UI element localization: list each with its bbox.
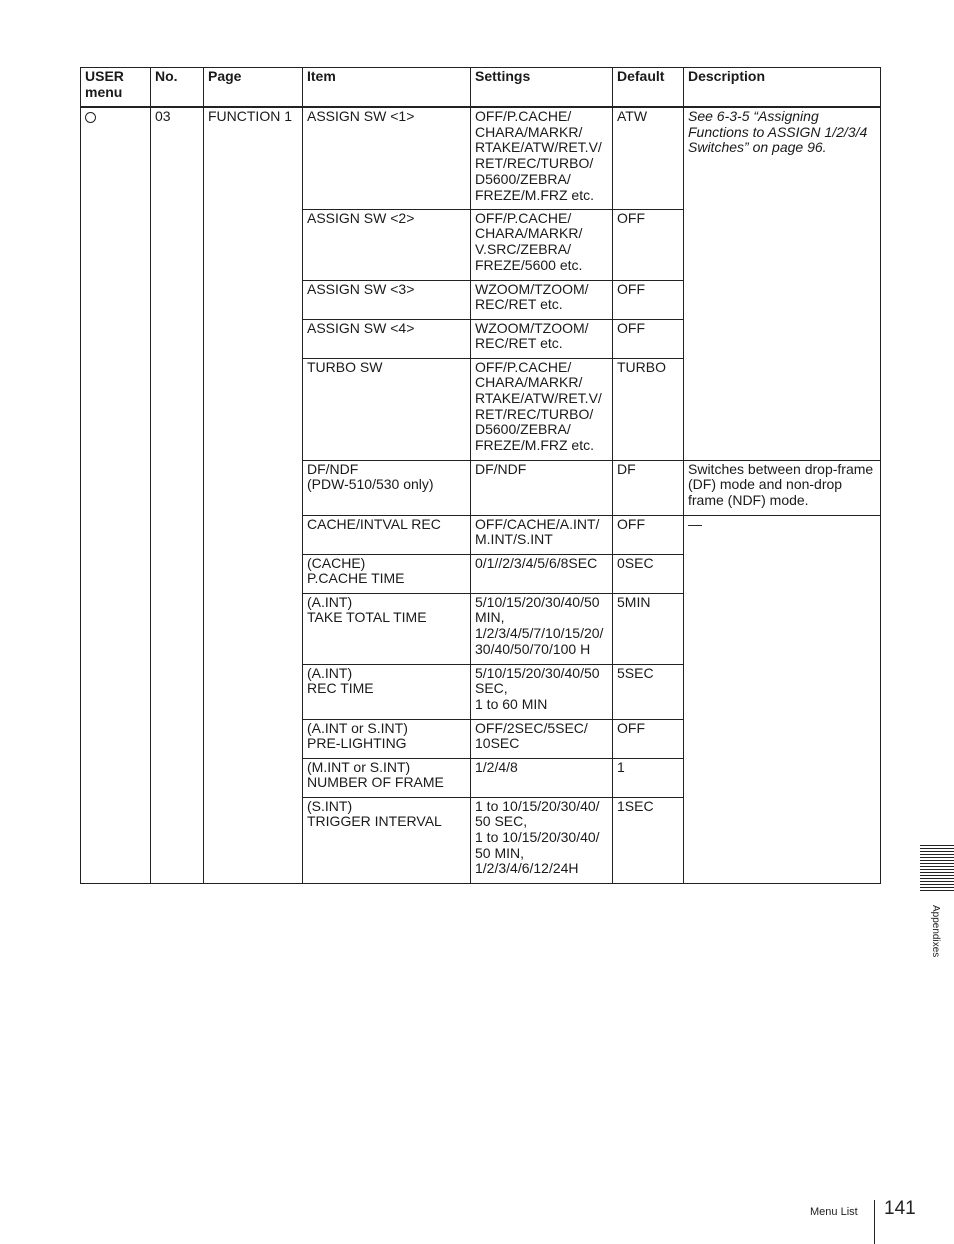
item-cell: DF/NDF (PDW-510/530 only)	[303, 460, 471, 515]
item-cell: CACHE/INTVAL REC	[303, 515, 471, 554]
menu-table	[80, 67, 881, 884]
header-default: Default	[613, 68, 684, 108]
header-description: Description	[684, 68, 881, 108]
settings-cell: OFF/CACHE/A.INT/ M.INT/S.INT	[471, 515, 613, 554]
footer-section-label: Menu List	[810, 1206, 858, 1218]
item-cell: (S.INT) TRIGGER INTERVAL	[303, 797, 471, 883]
item-cell: (M.INT or S.INT) NUMBER OF FRAME	[303, 758, 471, 797]
header-item: Item	[303, 68, 471, 108]
settings-cell: OFF/P.CACHE/ CHARA/MARKR/ RTAKE/ATW/RET.V/ RET/REC/TURBO/ D5600/ZEBRA/ FREZE/M.FRZ etc.	[471, 358, 613, 460]
item-cell: (CACHE) P.CACHE TIME	[303, 554, 471, 593]
default-cell: OFF	[613, 209, 684, 280]
settings-cell: 1/2/4/8	[471, 758, 613, 797]
item-cell: ASSIGN SW <2>	[303, 209, 471, 280]
settings-cell: OFF/P.CACHE/ CHARA/MARKR/ V.SRC/ZEBRA/ FREZE/5600 etc.	[471, 209, 613, 280]
header-no: No.	[151, 68, 204, 108]
user-menu-cell	[81, 107, 151, 883]
item-cell: ASSIGN SW <3>	[303, 280, 471, 319]
settings-cell: 5/10/15/20/30/40/50 MIN, 1/2/3/4/5/7/10/15/20/ 30/40/50/70/100 H	[471, 593, 613, 664]
description-assign: See 6-3-5 “Assigning Functions to ASSIGN 1/2/3/4 Switches” on page 96.	[684, 107, 881, 460]
default-cell: 1	[613, 758, 684, 797]
settings-cell: 0/1//2/3/4/5/6/8SEC	[471, 554, 613, 593]
circle-icon	[85, 112, 96, 123]
default-cell: 5SEC	[613, 664, 684, 719]
no-cell: 03	[151, 107, 204, 883]
header-settings: Settings	[471, 68, 613, 108]
settings-cell: WZOOM/TZOOM/ REC/RET etc.	[471, 280, 613, 319]
item-cell: TURBO SW	[303, 358, 471, 460]
header-page: Page	[204, 68, 303, 108]
default-cell: TURBO	[613, 358, 684, 460]
table-row	[81, 107, 881, 209]
settings-cell: OFF/P.CACHE/ CHARA/MARKR/ RTAKE/ATW/RET.V/ RET/REC/TURBO/ D5600/ZEBRA/ FREZE/M.FRZ etc.	[471, 107, 613, 209]
settings-cell: 5/10/15/20/30/40/50 SEC, 1 to 60 MIN	[471, 664, 613, 719]
section-side-label: Appendixes	[930, 905, 941, 958]
item-cell: ASSIGN SW <4>	[303, 319, 471, 358]
item-cell: (A.INT or S.INT) PRE-LIGHTING	[303, 719, 471, 758]
default-cell: OFF	[613, 719, 684, 758]
default-cell: 0SEC	[613, 554, 684, 593]
default-cell: ATW	[613, 107, 684, 209]
section-tab-marker	[920, 845, 954, 891]
settings-cell: OFF/2SEC/5SEC/ 10SEC	[471, 719, 613, 758]
page-cell: FUNCTION 1	[204, 107, 303, 883]
description-cache: —	[684, 515, 881, 883]
item-cell: (A.INT) TAKE TOTAL TIME	[303, 593, 471, 664]
page-number: 141	[884, 1198, 916, 1219]
settings-cell: 1 to 10/15/20/30/40/ 50 SEC, 1 to 10/15/20/30/40/ 50 MIN, 1/2/3/4/6/12/24H	[471, 797, 613, 883]
item-cell: (A.INT) REC TIME	[303, 664, 471, 719]
footer-divider	[874, 1200, 875, 1244]
item-cell: ASSIGN SW <1>	[303, 107, 471, 209]
default-cell: OFF	[613, 515, 684, 554]
default-cell: 5MIN	[613, 593, 684, 664]
default-cell: OFF	[613, 280, 684, 319]
header-row	[81, 68, 881, 108]
settings-cell: WZOOM/TZOOM/ REC/RET etc.	[471, 319, 613, 358]
settings-cell: DF/NDF	[471, 460, 613, 515]
header-user-menu: USER menu	[81, 68, 151, 108]
default-cell: 1SEC	[613, 797, 684, 883]
default-cell: DF	[613, 460, 684, 515]
default-cell: OFF	[613, 319, 684, 358]
description-df-ndf: Switches between drop-frame (DF) mode and non-drop frame (NDF) mode.	[684, 460, 881, 515]
